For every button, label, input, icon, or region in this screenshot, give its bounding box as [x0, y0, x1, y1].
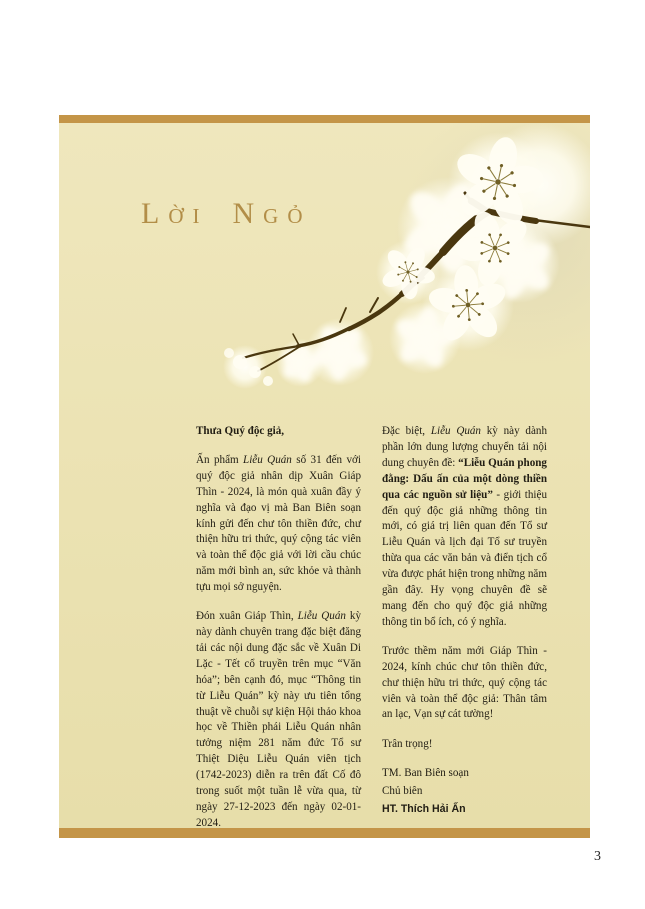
- body-text: [196, 424, 547, 832]
- top-decorative-bar: [59, 115, 590, 123]
- paragraph-issue-intro: Ấn phẩm Liễu Quán số 31 đến với quý độc giả nhân dịp Xuân Giáp Thìn - 2024, là món quà xuân đầy ý nghĩa và đạo vị mà Ban Biên soạn kính gửi đến chư tôn thiền đức, chư thiện hữu tri thức, quý cộng tác viên và toàn thể độc giả với lời cầu chúc năm mới bình an, sức khỏe và thành tựu mọi sở nguyện.: [196, 453, 361, 594]
- column-right: [382, 424, 547, 832]
- plum-blossom-illustration: [59, 123, 590, 433]
- signature-role: Chủ biên: [382, 785, 423, 798]
- salutation: Thưa Quý độc giả,: [196, 425, 285, 437]
- paragraph-new-year-wishes: Trước thềm năm mới Giáp Thìn - 2024, kính chúc chư tôn thiền đức, chư thiện hữu tri thức, quý cộng tác viên và toàn thể độc giả: Thân tâm an lạc, Vạn sự cát tường!: [382, 644, 547, 721]
- signature-name: HT. Thích Hải Ấn: [382, 803, 466, 816]
- paragraph-special-topic: Đặc biệt, Liễu Quán kỳ này dành phần lớn dung lượng chuyển tải nội dung chuyên đề: “Liễu Quán phong đằng: Dấu ấn của một dòng thiền qua các nguồn sử liệu” - giới thiệu đến quý độc giả những thông tin mới, có giá trị liên quan đến Tổ sư Liễu Quán và lịch đại Tổ sư truyền thừa qua các văn bản và điển tịch cổ vừa được phát hiện trong những năm gần đây. Hy vọng chuyên đề sẽ mang đến cho quý độc giả những thông tin bổ ích, có ý nghĩa.: [382, 425, 547, 628]
- page-title: Lời Ngỏ: [141, 197, 312, 230]
- page-number: 3: [594, 849, 601, 864]
- signature-board: TM. Ban Biên soạn: [382, 767, 469, 780]
- paragraph-spring-content: Đón xuân Giáp Thìn, Liễu Quán kỳ này dành chuyên trang đặc biệt đăng tải các nội dung đặc sắc về Xuân Di Lặc - Tết cổ truyền trên mục “Văn hóa”; bên cạnh đó, mục “Thông tin từ Liễu Quán” kỳ này ưu tiên tổng thuật về chuỗi sự kiện Hội thảo khoa học về Thiền phái Liễu Quán nhân tưởng niệm 281 năm đức Tổ sư Thiệt Diệu Liễu Quán viên tịch (1742-2023) diễn ra trên đất Cố đô trong suốt một tuần lễ vừa qua, từ ngày 27-12-2023 đến ngày 02-01-2024.: [196, 610, 361, 829]
- column-left: [196, 424, 361, 832]
- panel-body: [59, 123, 590, 828]
- closing-line: Trân trọng!: [382, 738, 433, 751]
- content-panel: [59, 115, 590, 838]
